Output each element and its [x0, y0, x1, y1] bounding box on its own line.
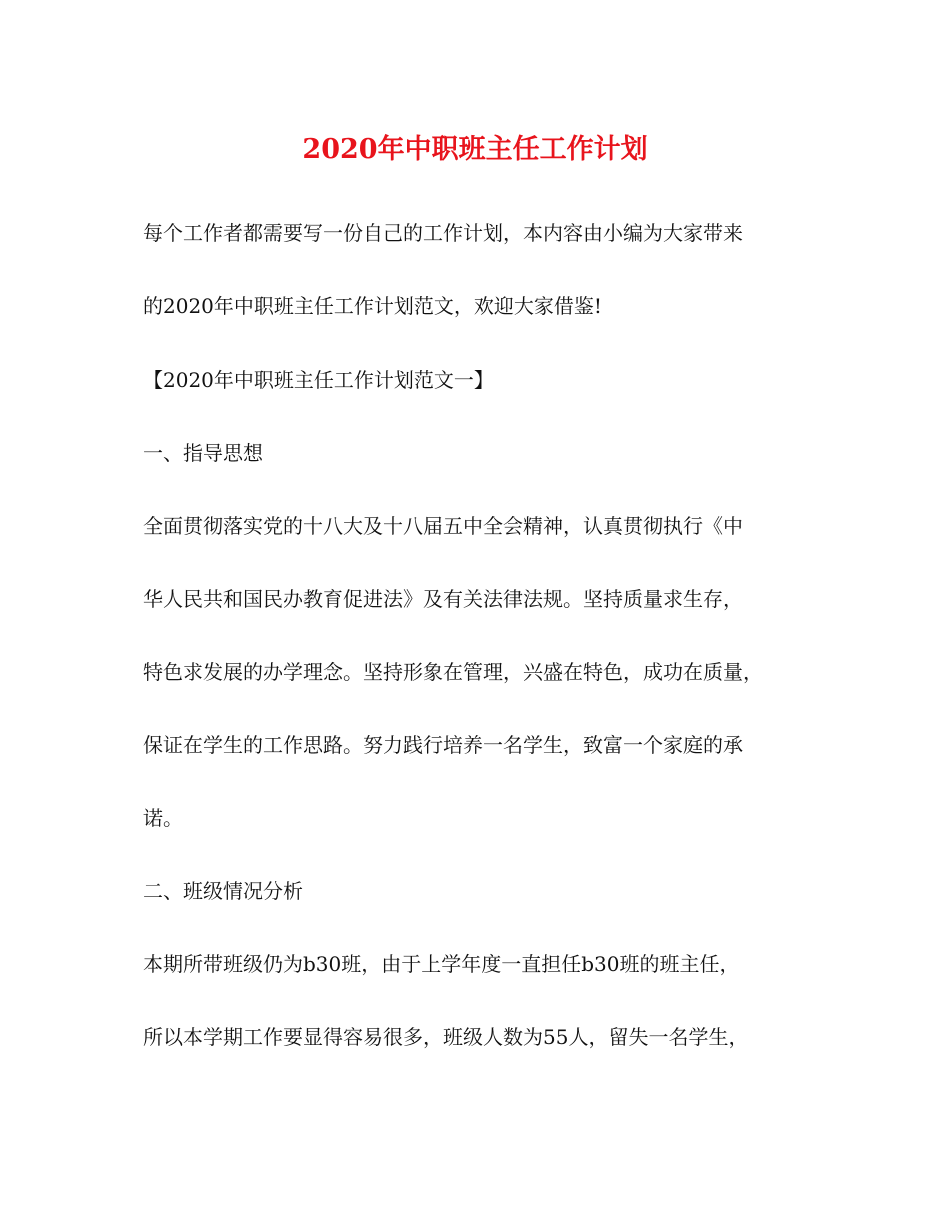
paragraph-line-2: 华人民共和国民办教育促进法》及有关法律法规。坚持质量求生存， — [143, 587, 743, 611]
document-title: 2020年中职班主任工作计划 — [302, 134, 648, 165]
paragraph-line-5: 诺。 — [143, 806, 183, 830]
paragraph-line-4: 保证在学生的工作思路。努力践行培养一名学生，致富一个家庭的承 — [143, 733, 743, 757]
paragraph-line-1: 全面贯彻落实党的十八大及十八届五中全会精神，认真贯彻执行《中 — [143, 514, 743, 538]
paragraph-line-7: 所以本学期工作要显得容易很多，班级人数为55人，留失一名学生， — [143, 1025, 749, 1049]
paragraph-line-6: 本期所带班级仍为b30班，由于上学年度一直担任b30班的班主任， — [143, 952, 740, 976]
intro-line-1: 每个工作者都需要写一份自己的工作计划，本内容由小编为大家带来 — [143, 221, 743, 245]
section-heading-class-analysis: 二、班级情况分析 — [143, 879, 303, 903]
intro-line-2: 的2020年中职班主任工作计划范文，欢迎大家借鉴! — [143, 294, 602, 318]
paragraph-line-3: 特色求发展的办学理念。坚持形象在管理，兴盛在特色，成功在质量， — [143, 660, 763, 684]
section-heading-guiding-ideology: 一、指导思想 — [143, 441, 263, 465]
section-heading-sample-1: 【2020年中职班主任工作计划范文一】 — [143, 368, 494, 392]
